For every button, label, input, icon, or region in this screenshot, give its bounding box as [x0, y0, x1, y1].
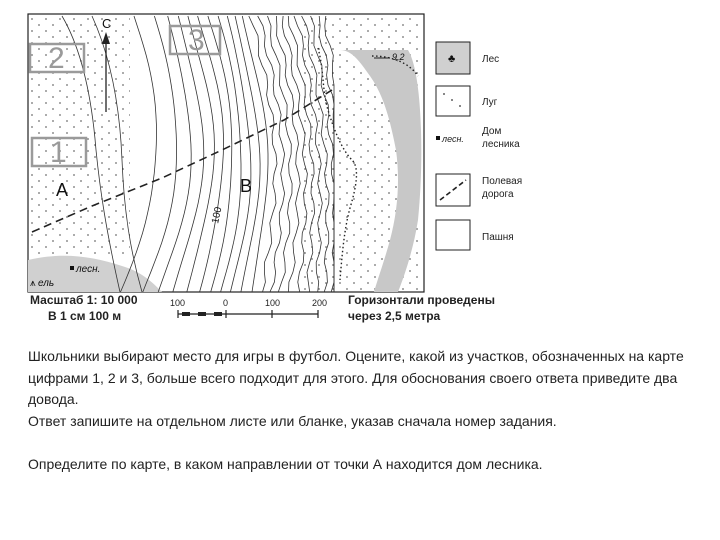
- legend-item-arable: [436, 220, 514, 250]
- legend-house-label-line1: Дом: [482, 126, 502, 137]
- question-paragraph-1: Школьники выбирают место для игры в футбол. Оцените, какой из участков, обозначенных на карте цифрами 1, 2 и 3, больше всего подходит для этого. Для обоснования своего ответа приведите два довода.: [28, 348, 684, 407]
- map-svg: [22, 10, 542, 330]
- legend-meadow-swatch: [436, 86, 470, 116]
- question-paragraph-3: Определите по карте, в каком направлении от точки А находится дом лесника.: [28, 456, 543, 472]
- scale-tick-0: 0: [223, 298, 229, 308]
- legend-item-house: [436, 126, 520, 150]
- topographic-map-figure: [22, 10, 542, 330]
- point-a-label: А: [56, 180, 69, 200]
- contour-label: 100: [210, 206, 225, 225]
- legend-meadow-label: Луг: [482, 97, 498, 108]
- legend-house-symbol: лесн.: [442, 134, 464, 144]
- question-text: [28, 346, 688, 476]
- map-area: [28, 14, 424, 292]
- legend-item-forest: [436, 42, 499, 74]
- contour-note-line1: Горизонтали проведены: [348, 293, 495, 307]
- scale-subtitle: В 1 см 100 м: [48, 309, 122, 323]
- legend-arable-label: Пашня: [482, 232, 514, 243]
- scale-block: [30, 293, 495, 323]
- north-label: С: [102, 16, 112, 31]
- question-paragraph-2: Ответ запишите на отдельном листе или бланке, указав сначала номер задания.: [28, 412, 557, 429]
- bench-mark: 9,2: [392, 52, 405, 62]
- meadow-area-left: [30, 16, 130, 256]
- tree-label: ель: [38, 278, 55, 289]
- legend-forest-label: Лес: [482, 54, 500, 65]
- forester-house-marker: [70, 266, 74, 270]
- legend-arable-swatch: [436, 220, 470, 250]
- scale-tick-100-left: 100: [170, 298, 186, 308]
- contour-note-line2: через 2,5 метра: [348, 309, 441, 323]
- scale-title: Масштаб 1: 10 000: [30, 293, 138, 307]
- spacer: [28, 432, 688, 454]
- tree-icon: ⩚: [30, 278, 36, 289]
- legend-item-meadow: [436, 86, 498, 116]
- legend-house-label-line2: лесника: [482, 139, 520, 150]
- forest-tree-icon: ♣: [448, 53, 456, 65]
- legend-road-label-line2: дорога: [482, 189, 514, 200]
- scale-bar: [170, 298, 327, 318]
- legend-item-road: [436, 174, 522, 206]
- legend: [436, 42, 522, 250]
- scale-tick-100: 100: [265, 298, 281, 308]
- forester-house-label: лесн.: [76, 264, 101, 275]
- scale-tick-200: 200: [312, 298, 328, 308]
- plot-3-number: 3: [188, 24, 205, 57]
- plot-1-number: 1: [50, 136, 67, 169]
- legend-road-label-line1: Полевая: [482, 176, 523, 187]
- plot-2-number: 2: [48, 42, 65, 75]
- point-b-label: В: [240, 176, 253, 196]
- legend-house-marker: [436, 136, 440, 140]
